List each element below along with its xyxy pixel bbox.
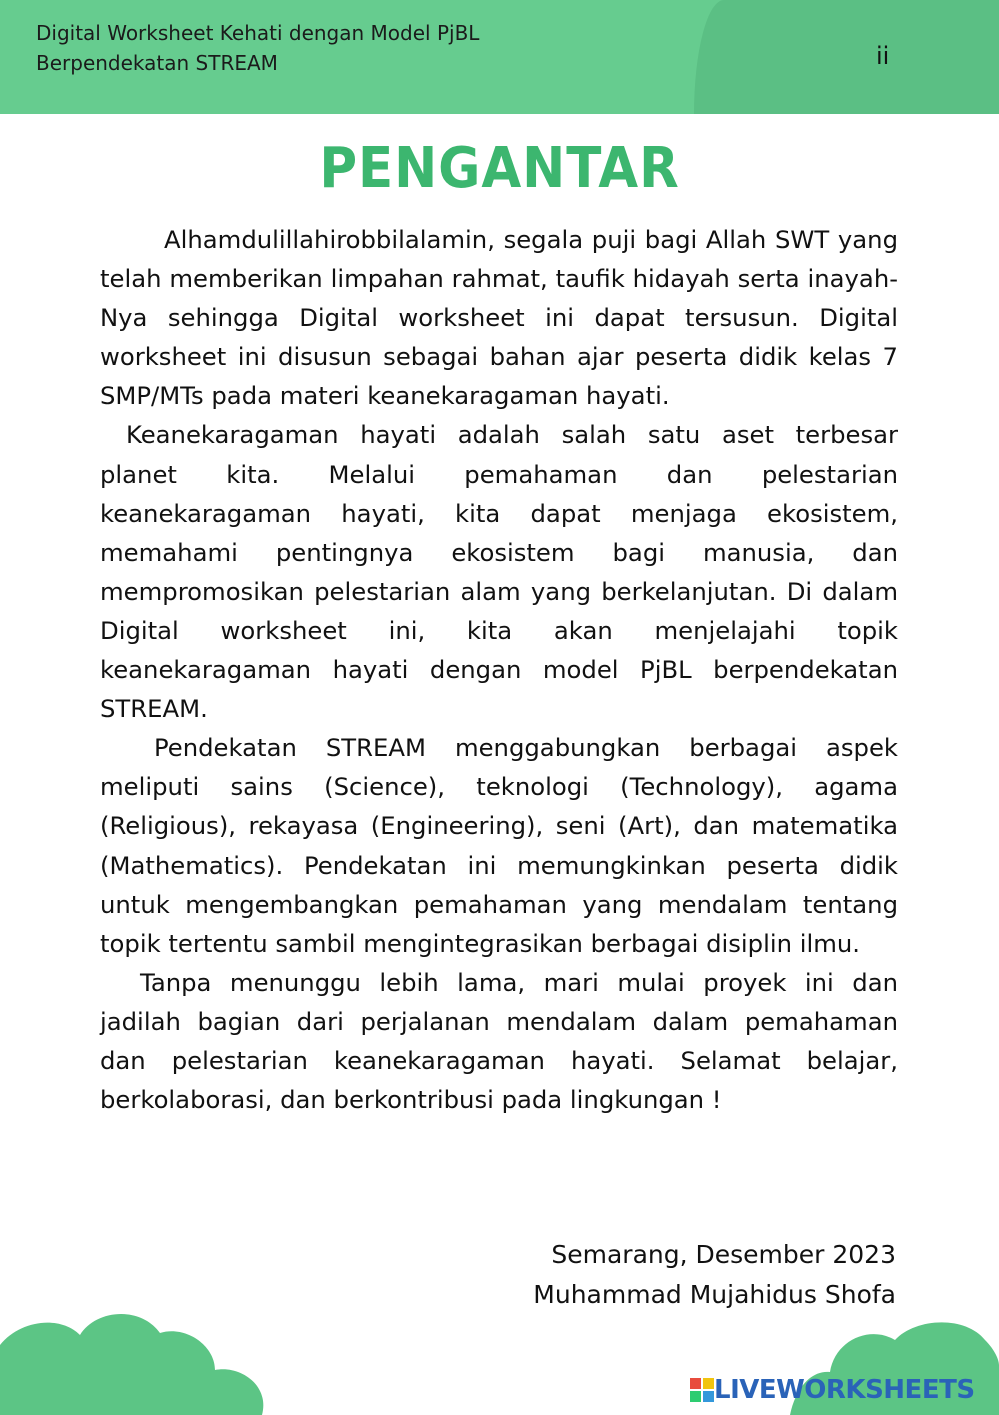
paragraph-3: Pendekatan STREAM menggabungkan berbagai aspek meliputi sains (Science), teknologi (Technology), agama (Religious), rekayasa (Engineering), seni (Art), dan matematika (Mathematics). Pendekatan ini memungkinkan peserta didik untuk mengembangkan pemahaman yang mendalam tentang topik tertentu sambil mengintegrasikan berbagai disiplin ilmu. bbox=[100, 733, 898, 958]
header-line-2: Berpendekatan STREAM bbox=[36, 51, 278, 75]
header-line-1: Digital Worksheet Kehati dengan Model PjBL bbox=[36, 21, 480, 45]
paragraph-1: Alhamdulillahirobbilalamin, segala puji bagi Allah SWT yang telah memberikan limpahan rahmat, taufik hidayah serta inayah-Nya sehingga Digital worksheet ini dapat tersusun. Digital worksheet ini disusun sebagai bahan ajar peserta didik kelas 7 SMP/MTs pada materi keanekaragaman hayati. bbox=[100, 225, 898, 411]
signature bbox=[533, 1235, 896, 1315]
page-number: ii bbox=[876, 42, 890, 70]
header-title bbox=[36, 18, 479, 78]
liveworksheets-logo-icon bbox=[690, 1378, 714, 1402]
liveworksheets-logo-text: LIVEWORKSHEETS bbox=[714, 1375, 975, 1405]
foreword-body bbox=[100, 220, 898, 1119]
signature-author: Muhammad Mujahidus Shofa bbox=[533, 1280, 896, 1309]
paragraph-2: Keanekaragaman hayati adalah salah satu aset terbesar planet kita. Melalui pemahaman dan pelestarian keanekaragaman hayati, kita dapat menjaga ekosistem, memahami pentingnya ekosistem bagi manusia, dan mempromosikan pelestarian alam yang berkelanjutan. Di dalam Digital worksheet ini, kita akan menjelajahi topik keanekaragaman hayati dengan model PjBL berpendekatan STREAM. bbox=[100, 420, 898, 724]
paragraph-4: Tanpa menunggu lebih lama, mari mulai proyek ini dan jadilah bagian dari perjalanan mendalam dalam pemahaman dan pelestarian keanekaragaman hayati. Selamat belajar, berkolaborasi, dan berkontribusi pada lingkungan ! bbox=[100, 967, 898, 1115]
header-shade bbox=[694, 0, 999, 114]
bush-left-decoration bbox=[0, 1305, 280, 1415]
liveworksheets-logo bbox=[690, 1372, 975, 1408]
page-title: PENGANTAR bbox=[319, 136, 680, 201]
signature-place-date: Semarang, Desember 2023 bbox=[551, 1240, 896, 1269]
